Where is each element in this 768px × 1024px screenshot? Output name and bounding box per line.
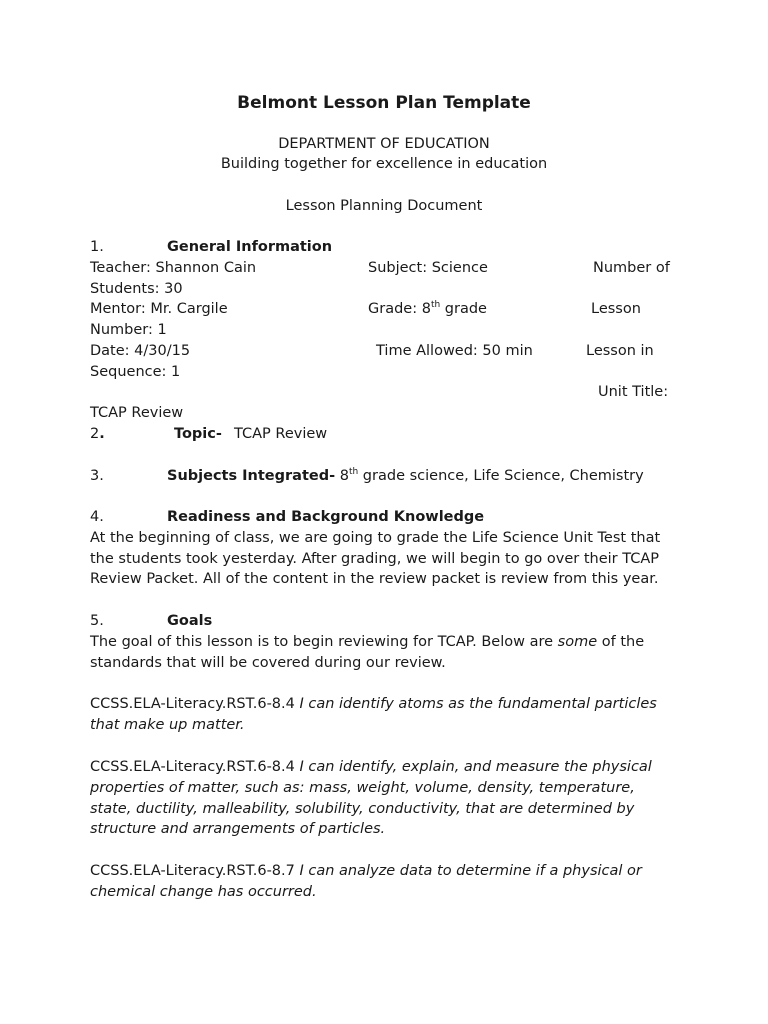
section-4-heading: Readiness and Background Knowledge <box>167 509 485 525</box>
topic-value: TCAP Review <box>234 426 328 442</box>
standard-code: CCSS.ELA-Literacy.RST.6-8.7 <box>90 863 300 879</box>
standard-text-line: properties of matter, such as: mass, weight, volume, density, temperature, <box>90 780 635 796</box>
section-3-number: 3. <box>90 468 104 484</box>
standard-code: CCSS.ELA-Literacy.RST.6-8.4 <box>90 696 300 712</box>
sequence-value: Sequence: 1 <box>90 364 181 380</box>
standard-text-line: structure and arrangements of particles. <box>90 821 386 837</box>
section-1-number: 1. <box>90 239 104 255</box>
readiness-text-line: the students took yesterday. After grading, we will begin to go over their TCAP <box>90 551 660 567</box>
teacher-field: Teacher: Shannon Cain <box>90 260 257 276</box>
unit-title-value: TCAP Review <box>90 405 184 421</box>
lesson-number-value: Number: 1 <box>90 322 167 338</box>
section-3-heading: Subjects Integrated- <box>167 468 336 484</box>
standard-text-line: state, ductility, malleability, solubility, conductivity, that are determined by <box>90 801 635 817</box>
section-5-number: 5. <box>90 613 104 629</box>
goals-intro: The goal of this lesson is to begin reviewing for TCAP. Below are some of the <box>90 634 645 650</box>
section-5-heading: Goals <box>167 613 213 629</box>
tagline: Building together for excellence in education <box>220 156 548 172</box>
sequence-label: Lesson in <box>586 343 654 359</box>
department-name: DEPARTMENT OF EDUCATION <box>278 136 490 152</box>
standard-item: CCSS.ELA-Literacy.RST.6-8.4 I can identify, explain, and measure the physical <box>90 759 652 775</box>
document-subtitle: Lesson Planning Document <box>285 198 483 214</box>
subject-field: Subject: Science <box>368 260 488 276</box>
num-students-value: Students: 30 <box>90 281 183 297</box>
readiness-text-line: At the beginning of class, we are going to grade the Life Science Unit Test that <box>90 530 661 546</box>
document-title: Belmont Lesson Plan Template <box>237 93 531 113</box>
lesson-number-label: Lesson <box>591 301 641 317</box>
standard-item: CCSS.ELA-Literacy.RST.6-8.7 I can analyze data to determine if a physical or <box>90 863 642 879</box>
subjects-integrated: Subjects Integrated- 8th grade science, Life Science, Chemistry <box>167 467 644 484</box>
standard-text-line: that make up matter. <box>90 717 245 733</box>
section-2-heading: Topic- <box>174 426 222 442</box>
section-1-heading: General Information <box>167 239 333 255</box>
section-4-number: 4. <box>90 509 104 525</box>
grade-field: Grade: 8th grade <box>368 300 487 317</box>
mentor-field: Mentor: Mr. Cargile <box>90 301 228 317</box>
num-students-label: Number of <box>593 260 670 276</box>
section-2-number: 2. <box>90 426 105 442</box>
standard-text-line: chemical change has occurred. <box>90 884 317 900</box>
date-field: Date: 4/30/15 <box>90 343 191 359</box>
unit-title-label: Unit Title: <box>598 384 669 400</box>
time-allowed-field: Time Allowed: 50 min <box>376 343 533 359</box>
standard-code: CCSS.ELA-Literacy.RST.6-8.4 <box>90 759 300 775</box>
standard-item: CCSS.ELA-Literacy.RST.6-8.4 I can identify atoms as the fundamental particles <box>90 696 657 712</box>
readiness-text-line: Review Packet. All of the content in the review packet is review from this year. <box>90 571 659 587</box>
goals-intro-line: standards that will be covered during our review. <box>90 655 446 671</box>
